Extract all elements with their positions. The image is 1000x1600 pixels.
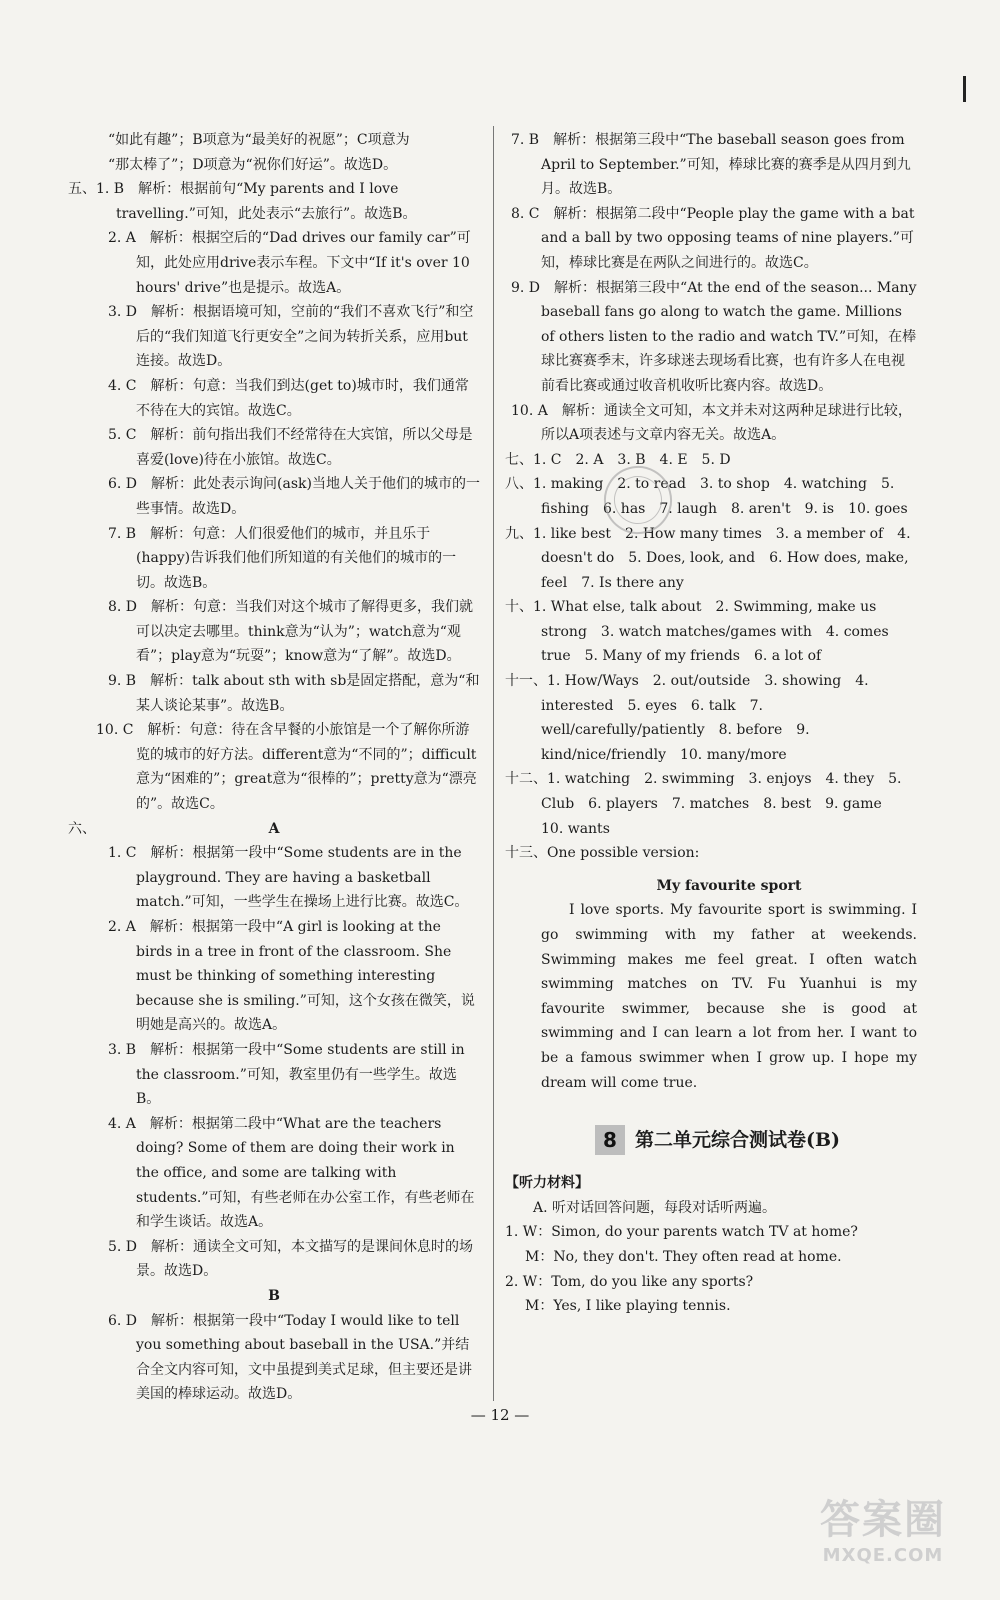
- answer-item: 10. C 解析：句意：待在含早餐的小旅馆是一个了解你所游览的城市的好方法。different意为“不同的”；difficult意为“困难的”；great意为“很棒的”；pretty意为“漂亮的”。故选C。: [96, 722, 477, 813]
- scan-mark: [963, 76, 966, 102]
- watermark-url: MXQE.COM: [822, 1545, 944, 1566]
- passage-label: A: [268, 820, 280, 837]
- answer-section: 八、1. making 2. to read 3. to shop 4. watching 5. fishing 6. has 7. laugh 8. aren't 9. is 10. goes: [505, 476, 908, 517]
- answer-section: 十三、One possible version:: [505, 845, 700, 862]
- unit-header: [595, 1125, 917, 1155]
- listening-line: M：No, they don't. They often read at home.: [525, 1248, 842, 1265]
- answer-section: 七、1. C 2. A 3. B 4. E 5. D: [505, 451, 731, 468]
- answer-item: 五、1. B 解析：根据前句“My parents and I love travelling.”可知，此处表示“去旅行”。故选B。: [68, 181, 417, 222]
- answer-line: “那太棒了”；D项意为“祝你们好运”。故选D。: [108, 156, 398, 173]
- left-column: [68, 128, 480, 1407]
- answer-item: 2. A 解析：根据第一段中“A girl is looking at the birds in a tree in front of the classroom. She must be thinking of something interesting because she is smiling.”可知，这个女孩在微笑，说明她是高兴的。故选A。: [108, 919, 475, 1034]
- listening-instruction: A. 听对话回答问题，每段对话听两遍。: [533, 1199, 777, 1216]
- answer-item: 6. D 解析：此处表示询问(ask)当地人关于他们的城市的一些事情。故选D。: [108, 476, 480, 517]
- unit-title: 第二单元综合测试卷(B): [635, 1128, 841, 1151]
- answer-item: 4. A 解析：根据第二段中“What are the teachers doing? Some of them are doing their work in the office, and some are talking with students.”可知，有些老师在办公室工作，有些老师在和学生谈话。故选A。: [108, 1115, 475, 1231]
- answer-section: 十一、1. How/Ways 2. out/outside 3. showing 4. interested 5. eyes 6. talk 7. well/carefully/patiently 8. before 9. kind/nice/friendly 10. many/more: [505, 673, 869, 763]
- unit-number: 8: [595, 1125, 625, 1155]
- essay: [505, 898, 917, 1095]
- watermark-text: 答案圈: [820, 1497, 946, 1543]
- answer-section: 十二、1. watching 2. swimming 3. enjoys 4. they 5. Club 6. players 7. matches 8. best 9. game 10. wants: [505, 771, 902, 837]
- listening-tag: 【听力材料】: [505, 1175, 589, 1192]
- watermark-logo: [820, 1488, 946, 1566]
- essay-body: I love sports. My favourite sport is swimming. I go swimming with my father at weekends. Swimming makes me feel great. I often watch swimming matches on TV. Fu Yuanhui is my favourite swimmer, because she is good at swimming and I can learn a lot from her. I want to be a famous swimmer when I grow up. I hope my dream will come true.: [541, 902, 917, 1091]
- answer-item: 4. C 解析：句意：当我们到达(get to)城市时，我们通常不待在大的宾馆。故选C。: [108, 377, 469, 419]
- answer-item: 7. B 解析：句意：人们很爱他们的城市，并且乐于(happy)告诉我们他们所知道的有关他们的城市的一切。故选B。: [108, 525, 457, 591]
- answer-item: 5. D 解析：通读全文可知，本文描写的是课间休息时的场景。故选D。: [108, 1238, 474, 1280]
- essay-title: My favourite sport: [656, 877, 802, 894]
- listening-line: 2. W：Tom, do you like any sports?: [505, 1273, 754, 1290]
- answer-item: 3. D 解析：根据语境可知，空前的“我们不喜欢飞行”和空后的“我们知道飞行更安全”之间为转折关系，应用but连接。故选D。: [108, 304, 474, 370]
- answer-section: 十、1. What else, talk about 2. Swimming, make us strong 3. watch matches/games with 4. comes true 5. Many of my friends 6. a lot of: [505, 599, 889, 665]
- answer-item: 8. C 解析：根据第二段中“People play the game with a bat and a ball by two opposing teams of nine players.”可知，棒球比赛是在两队之间进行的。故选C。: [511, 205, 915, 271]
- right-column: [505, 128, 917, 1319]
- answer-item: 1. C 解析：根据第一段中“Some students are in the playground. They are having a basketball match.”可知，一些学生在操场上进行比赛。故选C。: [108, 845, 469, 911]
- answer-item: 10. A 解析：通读全文可知，本文并未对这两种足球进行比较，所以A项表述与文章内容无关。故选A。: [511, 402, 912, 444]
- page-number: — 12 —: [470, 1406, 530, 1424]
- answer-item: 6. D 解析：根据第一段中“Today I would like to tell you something about baseball in the USA.”并结合全文内容可知，文中虽提到美式足球，但主要还是讲美国的棒球运动。故选D。: [108, 1312, 472, 1403]
- answer-item: 9. B 解析：talk about sth with sb是固定搭配，意为“和某人谈论某事”。故选B。: [108, 673, 480, 714]
- column-divider: [493, 126, 494, 1401]
- section-number: 六、: [68, 820, 96, 837]
- passage-label: B: [268, 1287, 280, 1304]
- answer-section: 九、1. like best 2. How many times 3. a member of 4. doesn't do 5. Does, look, and 6. How does, make, feel 7. Is there any: [505, 525, 911, 591]
- answer-item: 5. C 解析：前句指出我们不经常待在大宾馆，所以父母是喜爱(love)待在小旅馆。故选C。: [108, 427, 473, 468]
- listening-line: 1. W：Simon, do your parents watch TV at home?: [505, 1224, 858, 1241]
- answer-item: 7. B 解析：根据第三段中“The baseball season goes from April to September.”可知，棒球比赛的赛季是从四月到九月。故选B。: [511, 132, 911, 198]
- answer-item: 3. B 解析：根据第一段中“Some students are still in the classroom.”可知，教室里仍有一些学生。故选B。: [108, 1041, 465, 1108]
- answer-item: 2. A 解析：根据空后的“Dad drives our family car”可知，此处应用drive表示车程。下文中“If it's over 10 hours' drive”也是提示。故选A。: [108, 230, 471, 296]
- answer-item: 9. D 解析：根据第三段中“At the end of the season... Many baseball fans go along to watch the game. Millions of others listen to the radio and watch TV.”可知，在棒球比赛赛季末，许多球迷去现场看比赛，也有许多人在电视前看比赛或通过收音机收听比赛内容。故选D。: [511, 279, 917, 394]
- listening-line: M：Yes, I like playing tennis.: [525, 1298, 731, 1315]
- answer-line: “如此有趣”；B项意为“最美好的祝愿”；C项意为: [108, 132, 410, 148]
- answer-item: 8. D 解析：句意：当我们对这个城市了解得更多，我们就可以决定去哪里。think意为“认为”；watch意为“观看”；play意为“玩耍”；know意为“了解”。故选D。: [108, 599, 474, 665]
